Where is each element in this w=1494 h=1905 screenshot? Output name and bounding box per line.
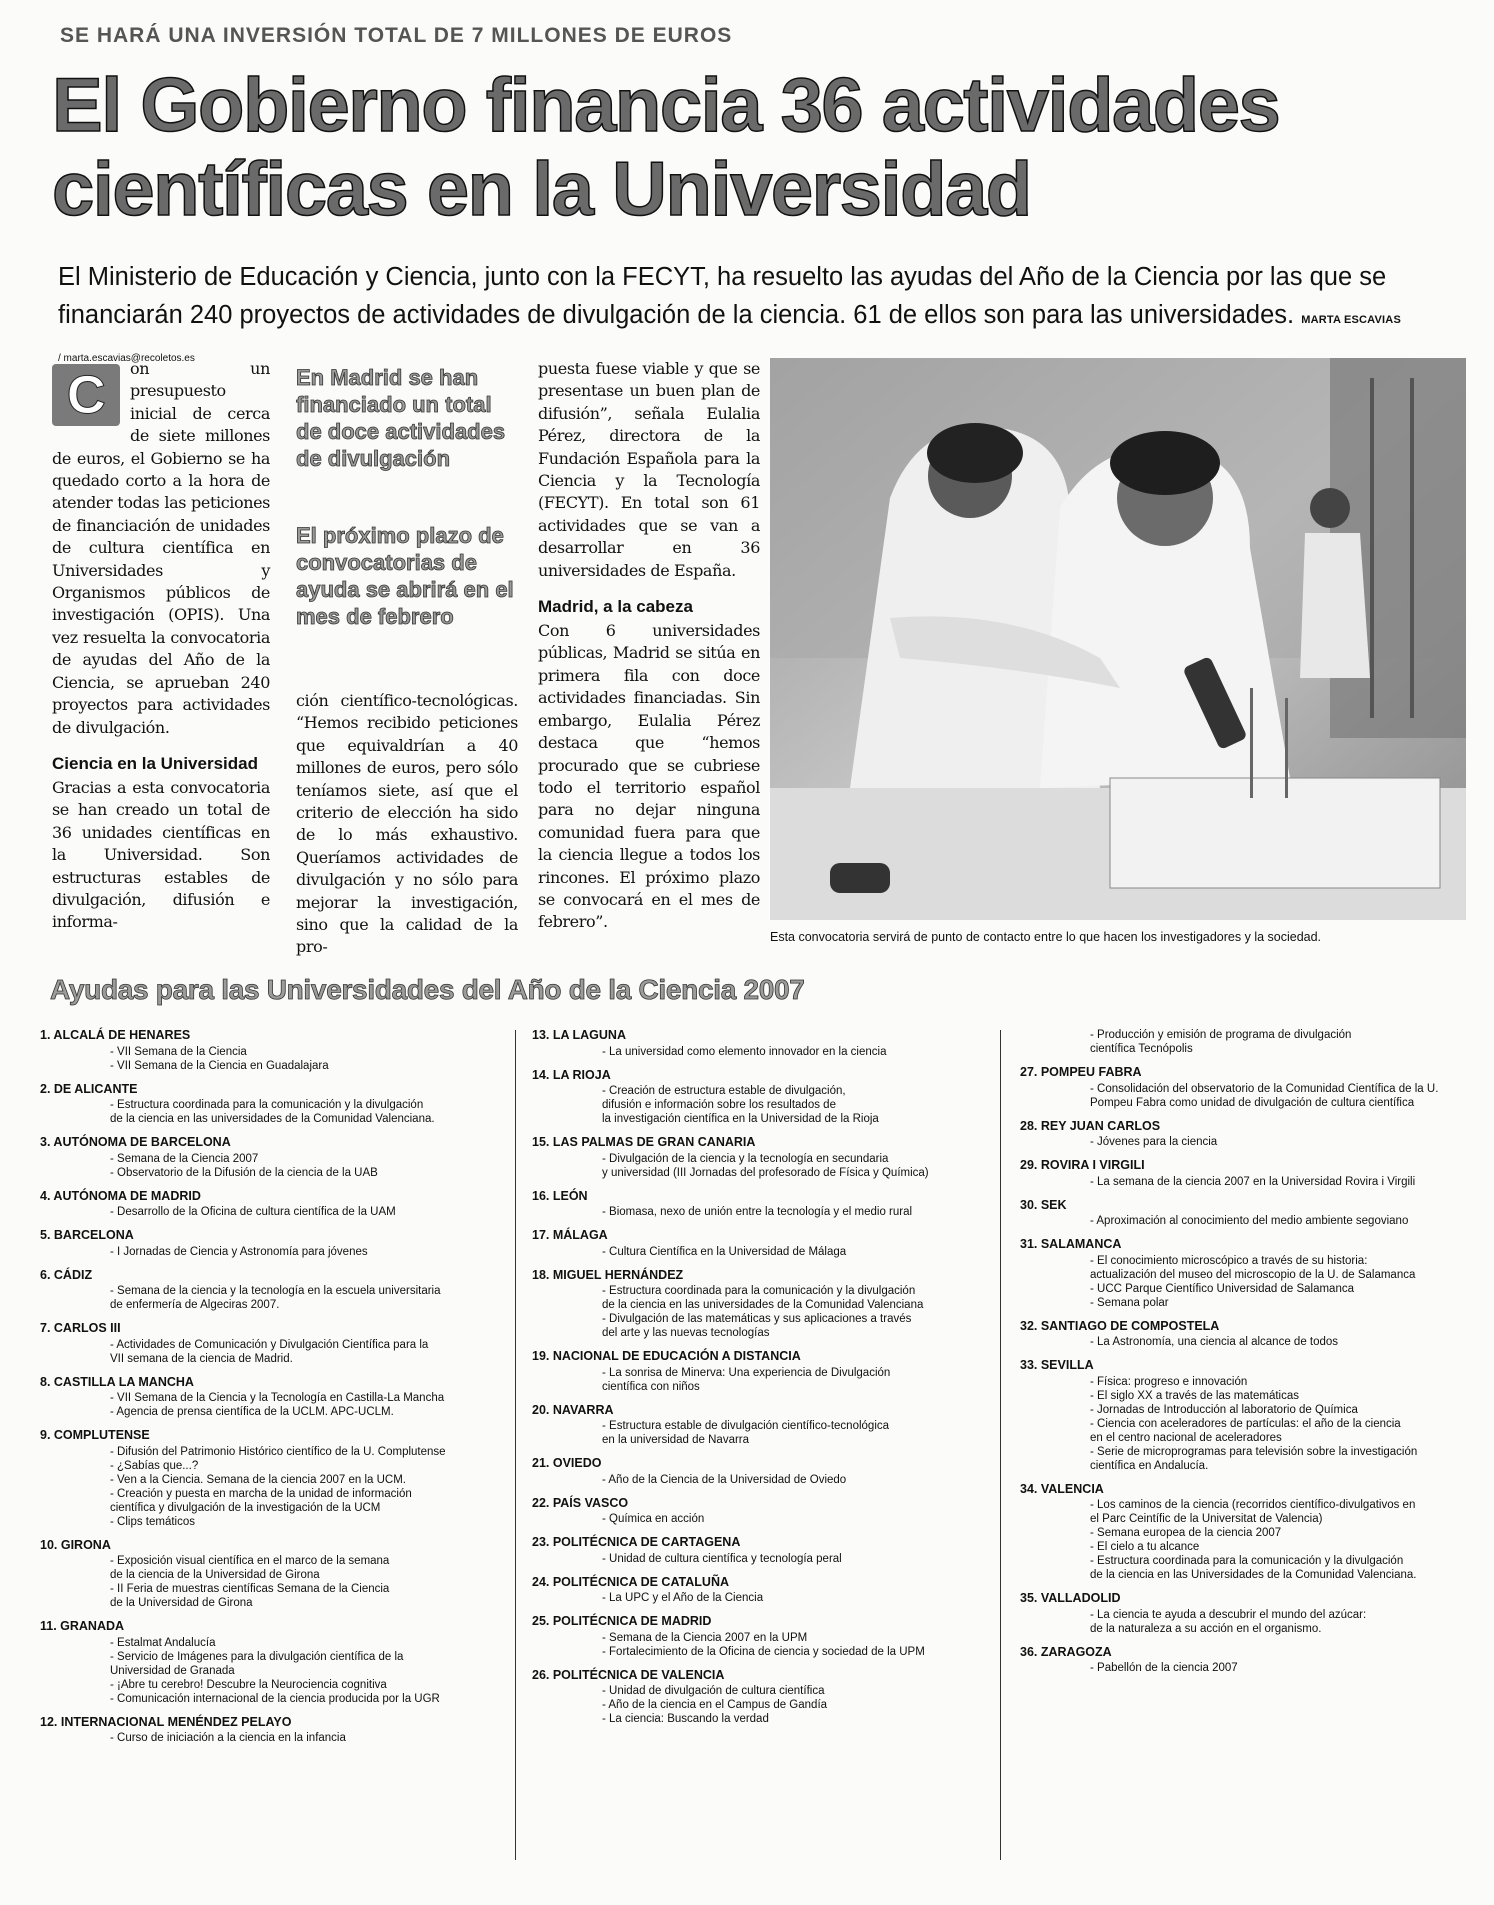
university-entry [532, 1349, 992, 1394]
activity-item: - Fortalecimiento de la Oficina de ciencia y sociedad de la UPM [602, 1645, 925, 1658]
activity-item: - Unidad de cultura científica y tecnología peral [602, 1552, 842, 1565]
university-entry [40, 1321, 505, 1366]
university-name: 13. LA LAGUNA [532, 1028, 626, 1042]
activity-item: - ¡Abre tu cerebro! Descubre la Neurociencia cognitiva [110, 1678, 387, 1691]
activity-item: - Física: progreso e innovación [1090, 1375, 1248, 1388]
university-name: 11. GRANADA [40, 1619, 125, 1633]
subhead-madrid: Madrid, a la cabeza [538, 597, 693, 617]
activity-item: científica y divulgación de la investigación de la UCM [110, 1501, 381, 1514]
university-entry [1020, 1198, 1480, 1229]
university-name: 5. BARCELONA [40, 1228, 134, 1242]
university-name: 18. MIGUEL HERNÁNDEZ [532, 1267, 684, 1282]
university-name: 4. AUTÓNOMA DE MADRID [40, 1188, 201, 1203]
university-name: 14. LA RIOJA [532, 1067, 611, 1082]
activity-item: - Año de la ciencia en el Campus de Gandía [602, 1699, 828, 1711]
university-name: 29. ROVIRA I VIRGILI [1020, 1158, 1145, 1172]
list-column-1 [40, 1028, 505, 1873]
activity-item: - Jornadas de Introducción al laboratorio de Química [1090, 1403, 1358, 1416]
activity-item: - Química en acción [602, 1513, 705, 1525]
activity-item: - Estructura coordinada para la comunicación y la divulgación [602, 1285, 916, 1297]
activity-item: - Semana de la Ciencia 2007 en la UPM [602, 1631, 808, 1644]
activity-item: - VII Semana de la Ciencia y la Tecnología en Castilla-La Mancha [110, 1392, 445, 1404]
activity-item: de enfermería de Algeciras 2007. [110, 1299, 280, 1311]
university-name: 8. CASTILLA LA MANCHA [40, 1374, 194, 1389]
university-entry [40, 1082, 505, 1127]
subhead-ciencia: Ciencia en la Universidad [52, 753, 258, 773]
lead-text: El Ministerio de Educación y Ciencia, junto con la FECYT, ha resuelto las ayudas del Año de la Ciencia por las que se financiarán 240 proyectos de actividades de divulgación de la ciencia. 61 de ellos son para las universidades. [58, 263, 1387, 329]
university-entry [1020, 1119, 1480, 1150]
headline: El Gobierno financia 36 actividades científicas en la Universidad [52, 63, 1280, 232]
activity-item: - I Jornadas de Ciencia y Astronomía para jóvenes [110, 1245, 368, 1258]
activity-item: - La ciencia: Buscando la verdad [602, 1713, 769, 1725]
university-entry [1020, 1065, 1480, 1110]
activity-item: - Ven a la Ciencia. Semana de la ciencia 2007 en la UCM. [110, 1473, 406, 1486]
activity-item: - Aproximación al conocimiento del medio ambiente segoviano [1090, 1215, 1409, 1227]
university-name: 34. VALENCIA [1020, 1481, 1104, 1496]
university-name: 20. NAVARRA [532, 1402, 614, 1417]
byline: MARTA ESCAVIAS [1301, 314, 1401, 326]
column-divider [1000, 1030, 1001, 1860]
photo-caption: Esta convocatoria servirá de punto de contacto entre lo que hacen los investigadores y la sociedad. [770, 930, 1322, 944]
university-entry [40, 1375, 505, 1420]
university-entry [1020, 1319, 1480, 1350]
university-name: 3. AUTÓNOMA DE BARCELONA [40, 1135, 231, 1149]
activity-item: - Exposición visual científica en el marco de la semana [110, 1555, 390, 1567]
activity-item: actualización del museo del microscopio de la U. de Salamanca [1090, 1268, 1416, 1281]
university-name: 35. VALLADOLID [1020, 1591, 1121, 1605]
activity-item: - La semana de la ciencia 2007 en la Universidad Rovira i Virgili [1090, 1175, 1416, 1188]
activity-item: de la ciencia de la Universidad de Girona [110, 1569, 320, 1581]
activity-item: de la ciencia en las Universidades de la Comunidad Valenciana. [1090, 1569, 1417, 1581]
activity-item: - Estructura coordinada para la comunicación y la divulgación [1090, 1555, 1404, 1567]
university-name: 19. NACIONAL DE EDUCACIÓN A DISTANCIA [532, 1349, 801, 1363]
activity-item: - Observatorio de la Difusión de la ciencia de la UAB [110, 1166, 378, 1179]
activity-item: - Agencia de prensa científica de la UCLM. APC-UCLM. [110, 1406, 394, 1418]
university-name: 15. LAS PALMAS DE GRAN CANARIA [532, 1135, 756, 1149]
article-column-2 [296, 690, 518, 957]
university-name: 25. POLITÉCNICA DE MADRID [532, 1614, 712, 1628]
activity-item: el Parc Ceintífic de la Universitat de Valencia) [1090, 1513, 1323, 1525]
activity-item: - Estructura estable de divulgación científico-tecnológica [602, 1420, 890, 1432]
list-item-line: - Producción y emisión de programa de divulgación [1090, 1029, 1352, 1041]
university-entry [532, 1575, 992, 1606]
university-entry [532, 1456, 992, 1487]
activity-item: científica con niños [602, 1380, 700, 1393]
university-entry [40, 1189, 505, 1220]
activity-item: Pompeu Fabra como unidad de divulgación de cultura científica [1090, 1096, 1415, 1109]
body-paragraph: Gracias a esta convocatoria se han creado un total de 36 unidades científicas en la Universidad. Son estructuras estables de divulgación, difusión e informa- [52, 777, 270, 932]
dropcap: C [52, 364, 120, 426]
activity-item: - Serie de microprogramas para televisión sobre la investigación [1090, 1445, 1418, 1458]
activity-item: - La UPC y el Año de la Ciencia [602, 1592, 764, 1604]
activity-item: de la Universidad de Girona [110, 1597, 253, 1609]
activity-item: difusión e información sobre los resultados de [602, 1099, 836, 1111]
activity-item: de la ciencia en las universidades de la Comunidad Valenciana. [110, 1113, 435, 1125]
university-name: 10. GIRONA [40, 1537, 111, 1552]
activity-item: - Consolidación del observatorio de la Comunidad Científica de la U. [1090, 1082, 1439, 1095]
activity-item: - Biomasa, nexo de unión entre la tecnología y el medio rural [602, 1206, 913, 1218]
university-entry [40, 1268, 505, 1313]
activity-item: - Semana europea de la ciencia 2007 [1090, 1527, 1282, 1539]
activity-item: de la naturaleza a su acción en el organismo. [1090, 1622, 1322, 1635]
university-entry [1020, 1482, 1480, 1583]
activity-item: - VII Semana de la Ciencia [110, 1045, 247, 1058]
university-name: 9. COMPLUTENSE [40, 1428, 150, 1442]
university-name: 31. SALAMANCA [1020, 1237, 1122, 1251]
university-entry [40, 1028, 505, 1073]
activity-item: Universidad de Granada [110, 1664, 235, 1677]
lab-photo [770, 358, 1466, 920]
activity-item: - Creación de estructura estable de divulgación, [602, 1085, 846, 1097]
activity-item: - UCC Parque Científico Universidad de Salamanca [1090, 1282, 1354, 1295]
body-paragraph: ción científico-tecnológicas. “Hemos recibido peticiones que equivaldrían a 40 millones de euros, pero sólo teníamos siete, así que el criterio de elección ha sido de lo más exhaustivo. Queríamos actividades de divulgación y no sólo para mejorar la investigación, sino que la calidad de la pro- [296, 691, 518, 957]
activity-item: - La ciencia te ayuda a descubrir el mundo del azúcar: [1090, 1608, 1367, 1621]
university-entry [532, 1189, 992, 1220]
university-name: 27. POMPEU FABRA [1020, 1065, 1142, 1079]
activity-item: - El conocimiento microscópico a través de su historia: [1090, 1254, 1368, 1267]
body-paragraph: Con 6 universidades públicas, Madrid se sitúa en primera fila con doce actividades financiadas. Sin embargo, Eulalia Pérez destaca que “hemos procurado que se cubriese todo el territorio español para no dejar ninguna comunidad fuera para que la ciencia llegue a todos los rincones. El próximo plazo se convocará en el mes de febrero”. [538, 621, 760, 932]
university-entry [40, 1619, 505, 1706]
university-name: 36. ZARAGOZA [1020, 1644, 1112, 1659]
activity-item: - Semana de la Ciencia 2007 [110, 1152, 259, 1165]
list-title: Ayudas para las Universidades del Año de la Ciencia 2007 [50, 974, 805, 1005]
university-name: 23. POLITÉCNICA DE CARTAGENA [532, 1535, 741, 1549]
activity-item: - Los caminos de la ciencia (recorridos científico-divulgativos en [1090, 1499, 1416, 1511]
activity-item: - Clips temáticos [110, 1515, 195, 1528]
activity-item: en el centro nacional de aceleradores [1090, 1431, 1282, 1444]
university-entry [40, 1228, 505, 1259]
activity-item: - Creación y puesta en marcha de la unidad de información [110, 1487, 412, 1500]
lab-photo-illustration [770, 358, 1466, 920]
university-name: 24. POLITÉCNICA DE CATALUÑA [532, 1574, 729, 1589]
university-name: 7. CARLOS III [40, 1321, 121, 1335]
university-entry [532, 1268, 992, 1341]
university-name: 26. POLITÉCNICA DE VALENCIA [532, 1667, 725, 1682]
university-entry [1020, 1237, 1480, 1310]
activity-item: - Estructura coordinada para la comunicación y la divulgación [110, 1099, 424, 1111]
university-name: 17. MÁLAGA [532, 1228, 608, 1242]
activity-item: del arte y las nuevas tecnologías [602, 1327, 770, 1339]
activity-item: - Pabellón de la ciencia 2007 [1090, 1662, 1238, 1674]
activity-item: - La sonrisa de Minerva: Una experiencia de Divulgación [602, 1366, 891, 1379]
activity-item: en la universidad de Navarra [602, 1434, 750, 1446]
university-entry [1020, 1358, 1480, 1473]
body-paragraph: on un presupuesto inicial de cerca de siete millones de euros, el Gobierno se ha quedado corto a la hora de atender todas las peticiones de financiación de unidades de cultura científica en Universidades y Organismos públicos de investigación (OPIS). Una vez resuelta la convocatoria de ayudas del Año de la Ciencia, se aprueban 240 proyectos para actividades de divulgación. [52, 359, 270, 737]
activity-item: - Semana de la ciencia y la tecnología en la escuela universitaria [110, 1285, 441, 1297]
university-entry [1020, 1591, 1480, 1636]
university-name: 28. REY JUAN CARLOS [1020, 1118, 1161, 1133]
university-entry [40, 1538, 505, 1611]
activity-item: - Divulgación de la ciencia y la tecnología en secundaria [602, 1152, 889, 1165]
university-entry [532, 1496, 992, 1527]
university-entry [40, 1135, 505, 1180]
activity-item: - II Feria de muestras científicas Semana de la Ciencia [110, 1583, 390, 1595]
activity-item: - Divulgación de las matemáticas y sus aplicaciones a través [602, 1313, 912, 1325]
activity-item: - Servicio de Imágenes para la divulgación científica de la [110, 1650, 404, 1663]
activity-item: la investigación científica en la Universidad de la Rioja [602, 1113, 879, 1125]
activity-item: - ¿Sabías que...? [110, 1459, 199, 1472]
university-entry [40, 1428, 505, 1529]
pull-quote-madrid: En Madrid se han financiado un total de doce actividades de divulgación [296, 365, 506, 471]
list-column-3 [1020, 1028, 1480, 1873]
list-item-line: científica Tecnópolis [1090, 1043, 1193, 1055]
list-column-2 [532, 1028, 992, 1873]
activity-item: - El cielo a tu alcance [1090, 1541, 1200, 1553]
activity-item: - La universidad como elemento innovador en la ciencia [602, 1045, 887, 1058]
activity-item: de la ciencia en las universidades de la Comunidad Valenciana [602, 1299, 924, 1311]
university-entry [1020, 1645, 1480, 1676]
activity-item: - Cultura Científica en la Universidad de Málaga [602, 1245, 847, 1258]
university-entry [532, 1614, 992, 1659]
university-name: 6. CÁDIZ [40, 1267, 93, 1282]
lead-paragraph [58, 258, 1478, 372]
article-column-3 [538, 358, 760, 938]
university-name: 2. DE ALICANTE [40, 1081, 138, 1096]
column-divider [515, 1030, 516, 1860]
university-name: 21. OVIEDO [532, 1456, 602, 1470]
university-entry [532, 1668, 992, 1727]
university-name: 1. ALCALÁ DE HENARES [40, 1028, 191, 1042]
body-paragraph: puesta fuese viable y que se presentase un buen plan de difusión”, señala Eulalia Pérez, directora de la Fundación Española para la Ciencia y la Tecnología (FECYT). En total son 61 actividades que se van a desarrollar en 36 universidades de España. [538, 359, 760, 580]
activity-item: - Desarrollo de la Oficina de cultura científica de la UAM [110, 1206, 396, 1218]
article-column-1 [52, 358, 270, 938]
university-name: 12. INTERNACIONAL MENÉNDEZ PELAYO [40, 1714, 292, 1729]
university-entry [532, 1068, 992, 1127]
university-entry [40, 1715, 505, 1746]
activity-item: - Año de la Ciencia de la Universidad de Oviedo [602, 1473, 847, 1486]
activity-item: - Actividades de Comunicación y Divulgación Científica para la [110, 1338, 429, 1351]
university-entry [532, 1228, 992, 1259]
university-entry [532, 1535, 992, 1566]
activity-item: científica en Andalucía. [1090, 1459, 1209, 1472]
pull-quote-plazo: El próximo plazo de convocatorias de ayuda se abrirá en el mes de febrero [296, 523, 514, 629]
list-continuation [1020, 1028, 1480, 1056]
activity-item: - Curso de iniciación a la ciencia en la infancia [110, 1732, 346, 1744]
activity-item: - El siglo XX a través de las matemáticas [1090, 1389, 1299, 1402]
activity-item: - La Astronomía, una ciencia al alcance de todos [1090, 1336, 1339, 1348]
activity-item: - Difusión del Patrimonio Histórico científico de la U. Complutense [110, 1445, 446, 1458]
university-name: 22. PAÍS VASCO [532, 1495, 629, 1510]
university-entry [532, 1403, 992, 1448]
university-name: 30. SEK [1020, 1197, 1067, 1212]
university-name: 32. SANTIAGO DE COMPOSTELA [1020, 1318, 1220, 1333]
activity-item: - Estalmat Andalucía [110, 1636, 216, 1649]
activity-item: - Comunicación internacional de la ciencia producida por la UGR [110, 1692, 440, 1705]
activity-item: - VII Semana de la Ciencia en Guadalajara [110, 1059, 329, 1072]
university-name: 16. LEÓN [532, 1188, 588, 1203]
university-entry [532, 1135, 992, 1180]
kicker: SE HARÁ UNA INVERSIÓN TOTAL DE 7 MILLONES DE EUROS [60, 24, 733, 47]
university-entry [1020, 1158, 1480, 1189]
activity-item: VII semana de la ciencia de Madrid. [110, 1352, 293, 1365]
activity-item: y universidad (III Jornadas del profesorado de Física y Química) [602, 1166, 929, 1179]
activity-item: - Ciencia con aceleradores de partículas: el año de la ciencia [1090, 1417, 1401, 1430]
university-entry [532, 1028, 992, 1059]
activity-item: - Jóvenes para la ciencia [1090, 1136, 1218, 1148]
activity-item: - Semana polar [1090, 1296, 1169, 1309]
byline-email: / marta.escavias@recoletos.es [58, 353, 195, 364]
activity-item: - Unidad de divulgación de cultura científica [602, 1685, 825, 1697]
university-name: 33. SEVILLA [1020, 1358, 1094, 1372]
